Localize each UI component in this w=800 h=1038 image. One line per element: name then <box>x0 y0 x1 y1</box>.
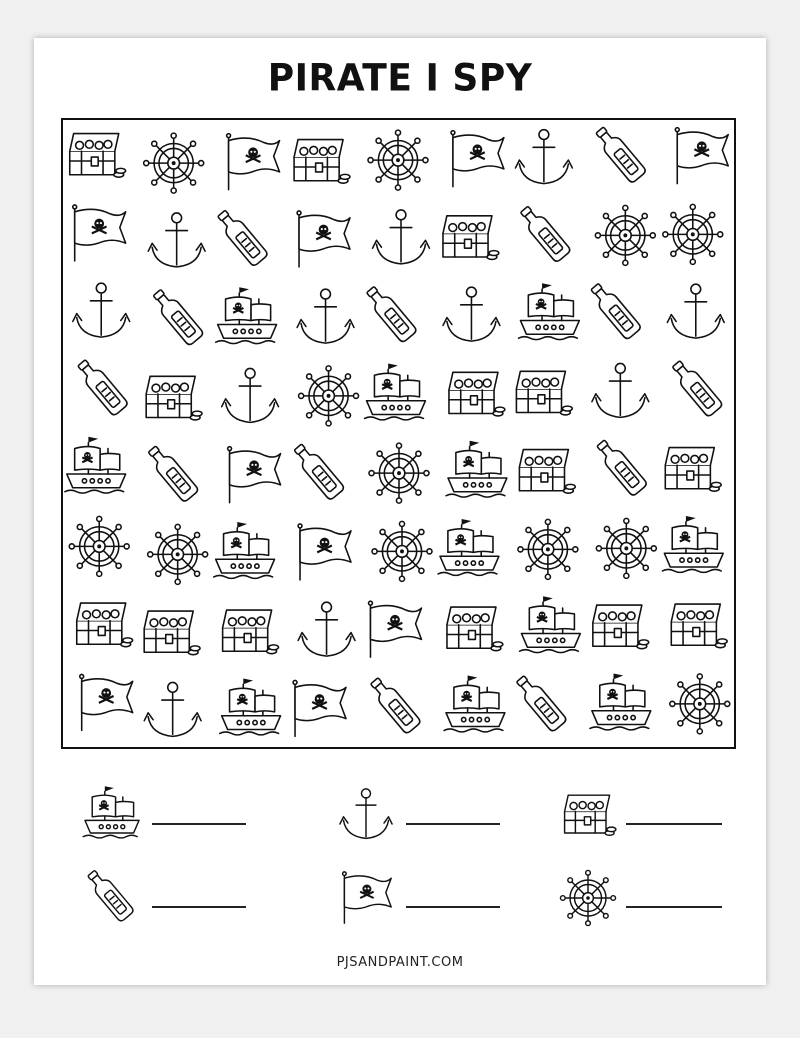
pirate-flag-icon <box>298 524 351 580</box>
ship-wheel-icon <box>670 674 730 734</box>
ship-wheel-icon <box>518 519 578 579</box>
pirate-flag-icon <box>73 205 126 261</box>
pirate-ship-icon <box>662 516 723 572</box>
pirate-ship-icon <box>446 441 507 497</box>
treasure-chest-icon <box>516 371 572 415</box>
treasure-chest-icon <box>449 372 505 416</box>
count-answer-line[interactable] <box>406 906 500 908</box>
pirate-flag-icon <box>451 131 504 187</box>
anchor-icon <box>667 284 724 338</box>
count-answer-line[interactable] <box>152 906 246 908</box>
pirate-ship-icon <box>590 674 651 730</box>
bottle-message-icon <box>214 207 269 267</box>
anchor-icon <box>144 682 201 736</box>
bottle-message-icon <box>149 286 204 346</box>
ship-wheel-icon <box>369 443 429 503</box>
treasure-chest-icon <box>443 216 499 260</box>
anchor-icon <box>340 789 392 839</box>
anchor-icon <box>297 289 354 343</box>
ship-wheel-icon <box>560 870 615 925</box>
footer-site: PJSANDPAINT.COM <box>336 955 464 970</box>
ship-wheel-icon <box>596 518 656 578</box>
treasure-chest-icon <box>144 611 200 655</box>
bottle-message-icon <box>669 358 724 418</box>
treasure-chest-icon <box>146 376 202 420</box>
anchor-icon <box>373 210 430 264</box>
treasure-chest-icon <box>665 448 721 492</box>
pirate-ship-icon <box>214 522 275 578</box>
anchor-icon <box>443 287 500 341</box>
count-answer-line[interactable] <box>626 906 722 908</box>
ship-wheel-icon <box>144 133 204 193</box>
bottle-message-icon <box>144 443 199 503</box>
pirate-ship-icon <box>365 364 426 420</box>
i-spy-grid-canvas <box>63 120 733 746</box>
pirate-flag-icon <box>297 211 350 267</box>
i-spy-grid <box>61 118 736 749</box>
pirate-ship-icon <box>83 786 139 838</box>
pirate-flag-icon <box>80 674 133 730</box>
pirate-ship-icon <box>519 283 580 339</box>
anchor-icon <box>515 130 572 184</box>
pirate-ship-icon <box>220 679 281 735</box>
ship-wheel-icon <box>372 521 432 581</box>
treasure-chest-icon <box>565 795 616 835</box>
ship-wheel-icon <box>69 516 129 576</box>
ship-wheel-icon <box>148 524 208 584</box>
bottle-message-icon <box>84 867 134 922</box>
anchor-icon <box>298 602 355 656</box>
treasure-chest-icon <box>671 604 727 648</box>
ship-wheel-icon <box>299 366 359 426</box>
anchor-icon <box>148 213 205 267</box>
anchor-icon <box>222 368 279 422</box>
pirate-flag-icon <box>227 134 280 190</box>
bottle-message-icon <box>363 283 418 343</box>
anchor-icon <box>592 363 649 417</box>
pirate-flag-icon <box>369 601 422 657</box>
bottle-message-icon <box>517 203 572 263</box>
ship-wheel-icon <box>368 130 428 190</box>
pirate-ship-icon <box>216 287 277 343</box>
treasure-chest-icon <box>447 607 503 651</box>
treasure-chest-icon <box>223 610 279 654</box>
count-answer-line[interactable] <box>152 823 246 825</box>
page-title: PIRATE I SPY <box>267 56 533 101</box>
pirate-flag-icon <box>293 680 346 736</box>
bottle-message-icon <box>74 357 129 417</box>
bottle-message-icon <box>513 673 568 733</box>
treasure-chest-icon <box>294 140 350 184</box>
treasure-chest-icon <box>70 134 126 178</box>
anchor-icon <box>73 283 130 337</box>
treasure-chest-icon <box>519 450 575 494</box>
pirate-ship-icon <box>65 437 126 493</box>
pirate-flag-icon <box>675 128 728 184</box>
ship-wheel-icon <box>595 205 655 265</box>
count-answer-line[interactable] <box>406 823 500 825</box>
pirate-ship-icon <box>438 519 499 575</box>
treasure-chest-icon <box>77 603 133 647</box>
pirate-flag-icon <box>228 447 281 503</box>
pirate-ship-icon <box>520 596 581 652</box>
treasure-chest-icon <box>593 605 649 649</box>
bottle-message-icon <box>290 441 345 501</box>
bottle-message-icon <box>587 280 642 340</box>
pirate-flag-icon <box>343 872 392 923</box>
bottle-message-icon <box>592 124 647 184</box>
ship-wheel-icon <box>663 204 723 264</box>
pirate-ship-icon <box>444 676 505 732</box>
bottle-message-icon <box>367 675 422 735</box>
count-answer-line[interactable] <box>626 823 722 825</box>
bottle-message-icon <box>593 437 648 497</box>
